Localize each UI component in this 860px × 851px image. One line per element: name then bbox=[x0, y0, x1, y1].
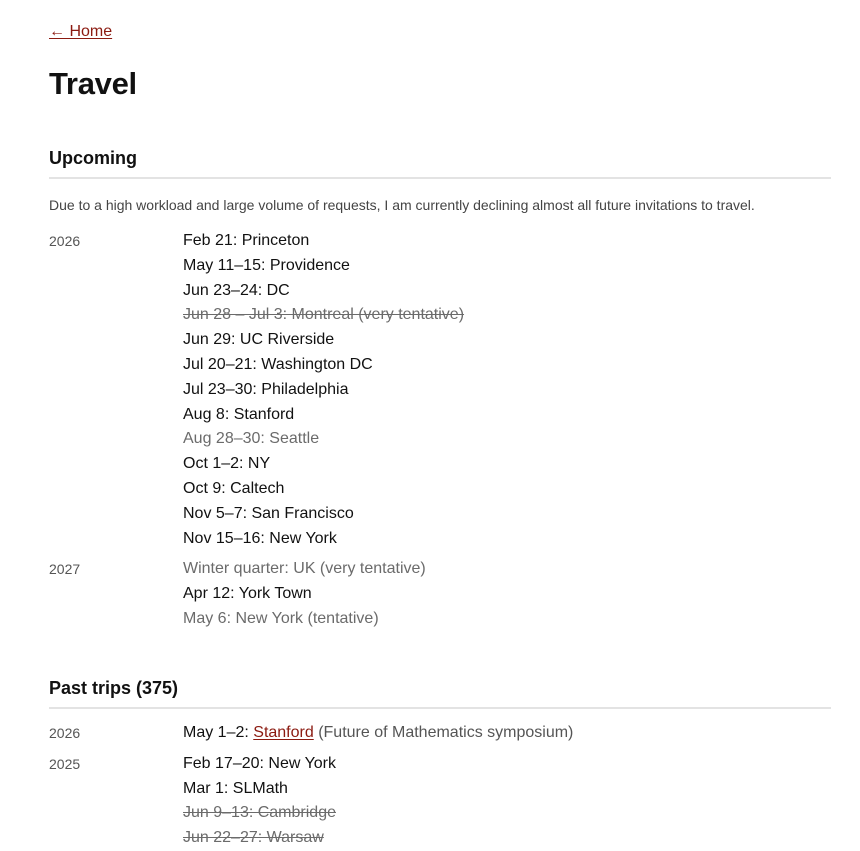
home-link[interactable]: ← Home bbox=[49, 23, 113, 40]
trip-item: Nov 15–16: New York bbox=[183, 529, 337, 547]
trip-item: Oct 9: Caltech bbox=[183, 479, 285, 497]
trip-item: Jul 23–30: Philadelphia bbox=[183, 380, 349, 398]
trip-item-tentative: Aug 28–30: Seattle bbox=[183, 430, 320, 448]
trip-note: (Future of Mathematics symposium) bbox=[313, 724, 574, 741]
upcoming-heading: Upcoming bbox=[49, 148, 831, 179]
trip-item: Jun 23–24: DC bbox=[183, 281, 290, 299]
stanford-link[interactable]: Stanford bbox=[253, 724, 314, 741]
trip-list bbox=[183, 721, 573, 746]
page-title: Travel bbox=[49, 66, 137, 101]
trip-item: Aug 8: Stanford bbox=[183, 405, 295, 423]
year-label: 2027 bbox=[49, 561, 81, 578]
upcoming-section bbox=[49, 148, 831, 632]
year-label: 2026 bbox=[49, 233, 81, 249]
year-label: 2026 bbox=[49, 725, 81, 741]
year-block-upcoming-2027 bbox=[49, 557, 831, 631]
trip-item: Feb 21: Princeton bbox=[183, 232, 310, 249]
year-block-upcoming-2026 bbox=[49, 229, 831, 551]
trip-item-cancelled: Jun 28 – Jul 3: Montreal (very tentative) bbox=[183, 306, 465, 324]
trip-item-tentative: May 6: New York (tentative) bbox=[183, 609, 379, 627]
trip-item: Jun 29: UC Riverside bbox=[183, 331, 335, 349]
trip-list bbox=[183, 752, 336, 851]
trip-list bbox=[183, 229, 464, 551]
year-block-past-2026 bbox=[49, 721, 831, 746]
trip-item: Jul 20–21: Washington DC bbox=[183, 355, 373, 373]
trip-item: Mar 1: SLMath bbox=[183, 779, 288, 797]
trip-date: May 1–2: bbox=[183, 724, 254, 741]
trip-item: Oct 1–2: NY bbox=[183, 455, 271, 473]
trip-item: Feb 17–20: New York bbox=[183, 754, 336, 772]
trip-list bbox=[183, 557, 426, 631]
travel-notice: Due to a high workload and large volume of requests, I am currently declining almost all future invitations to travel. bbox=[49, 197, 755, 213]
trip-item: May 11–15: Providence bbox=[183, 256, 350, 274]
year-label: 2025 bbox=[49, 755, 81, 772]
trip-item bbox=[183, 721, 573, 746]
trip-item-cancelled: Jun 9–13: Cambridge bbox=[183, 804, 336, 822]
past-trips-heading: Past trips (375) bbox=[49, 678, 831, 709]
year-block-past-2025 bbox=[49, 752, 831, 851]
trip-item: Apr 12: York Town bbox=[183, 585, 312, 603]
trip-item-tentative: Winter quarter: UK (very tentative) bbox=[183, 560, 426, 578]
trip-item-cancelled: Jun 22–27: Warsaw bbox=[183, 829, 324, 847]
trip-item: Nov 5–7: San Francisco bbox=[183, 504, 354, 522]
past-trips-section bbox=[49, 678, 831, 851]
